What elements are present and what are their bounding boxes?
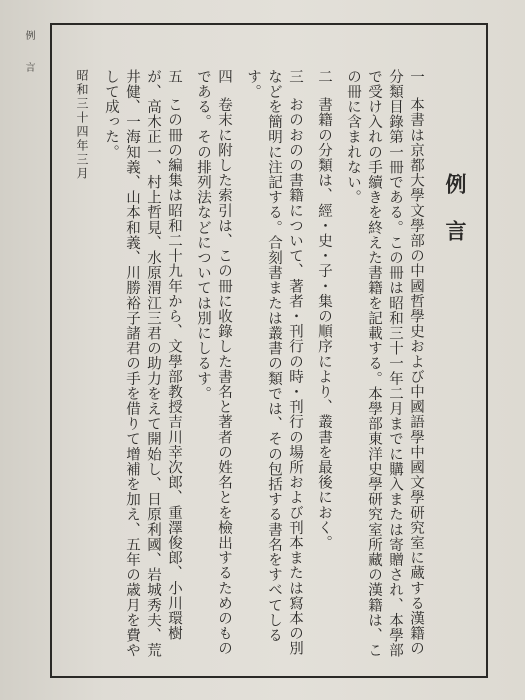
preface-title: 例言 xyxy=(443,173,468,267)
item-number: 一 xyxy=(408,69,424,85)
item-text: おのおのの書籍について、著者・刊行の時・刊行の場所および刊本または寫本の別などを簡明に注記する。合刻書または叢書の類では、その包括する書名をすべてしるす。 xyxy=(245,69,303,657)
item-text: 卷末に附した索引は、この冊に收錄した書名と著者の姓名とを檢出するためのものである。その排列法などについては別にしるす。 xyxy=(195,69,232,657)
preface-item-1 xyxy=(334,61,426,661)
item-number: 二 xyxy=(316,69,332,85)
preface-body xyxy=(75,61,470,661)
running-head: 例言 xyxy=(23,30,34,94)
preface-item-2 xyxy=(305,61,334,661)
item-text: この冊の編集は昭和二十九年から、文學部教授吉川幸次郎、重澤俊郎、小川環樹が、高木正一、村上哲見、水原渭江三君の助力をえて開始し、日原利國、岩城秀夫、荒井健、一海知義、山本和義、川勝裕子諸君の手を借りて增補を加え、五年の歳月を費やして成った。 xyxy=(103,69,182,658)
item-text: 本書は京都大學文學部の中國哲學史および中國語學中國文學研究室に蔵する漢籍の分類目錄第一冊である。この冊は昭和三十一年二月までに購入または寄贈され、本學部で受け入れの手續きを終えた書籍を記載する。本學部東洋史學研究室所藏の漢籍は、この冊に含まれない。 xyxy=(345,69,424,658)
item-number: 五 xyxy=(166,69,182,85)
preface-item-3 xyxy=(234,61,305,661)
preface-item-4 xyxy=(184,61,234,661)
preface-date: 昭和三十四年三月 xyxy=(75,69,89,181)
item-text: 書籍の分類は、經・史・子・集の順序により、叢書を最後におく。 xyxy=(316,97,332,551)
item-number: 三 xyxy=(287,69,303,85)
text-frame xyxy=(50,23,488,678)
preface-item-5 xyxy=(92,61,184,661)
item-number: 四 xyxy=(216,69,232,85)
